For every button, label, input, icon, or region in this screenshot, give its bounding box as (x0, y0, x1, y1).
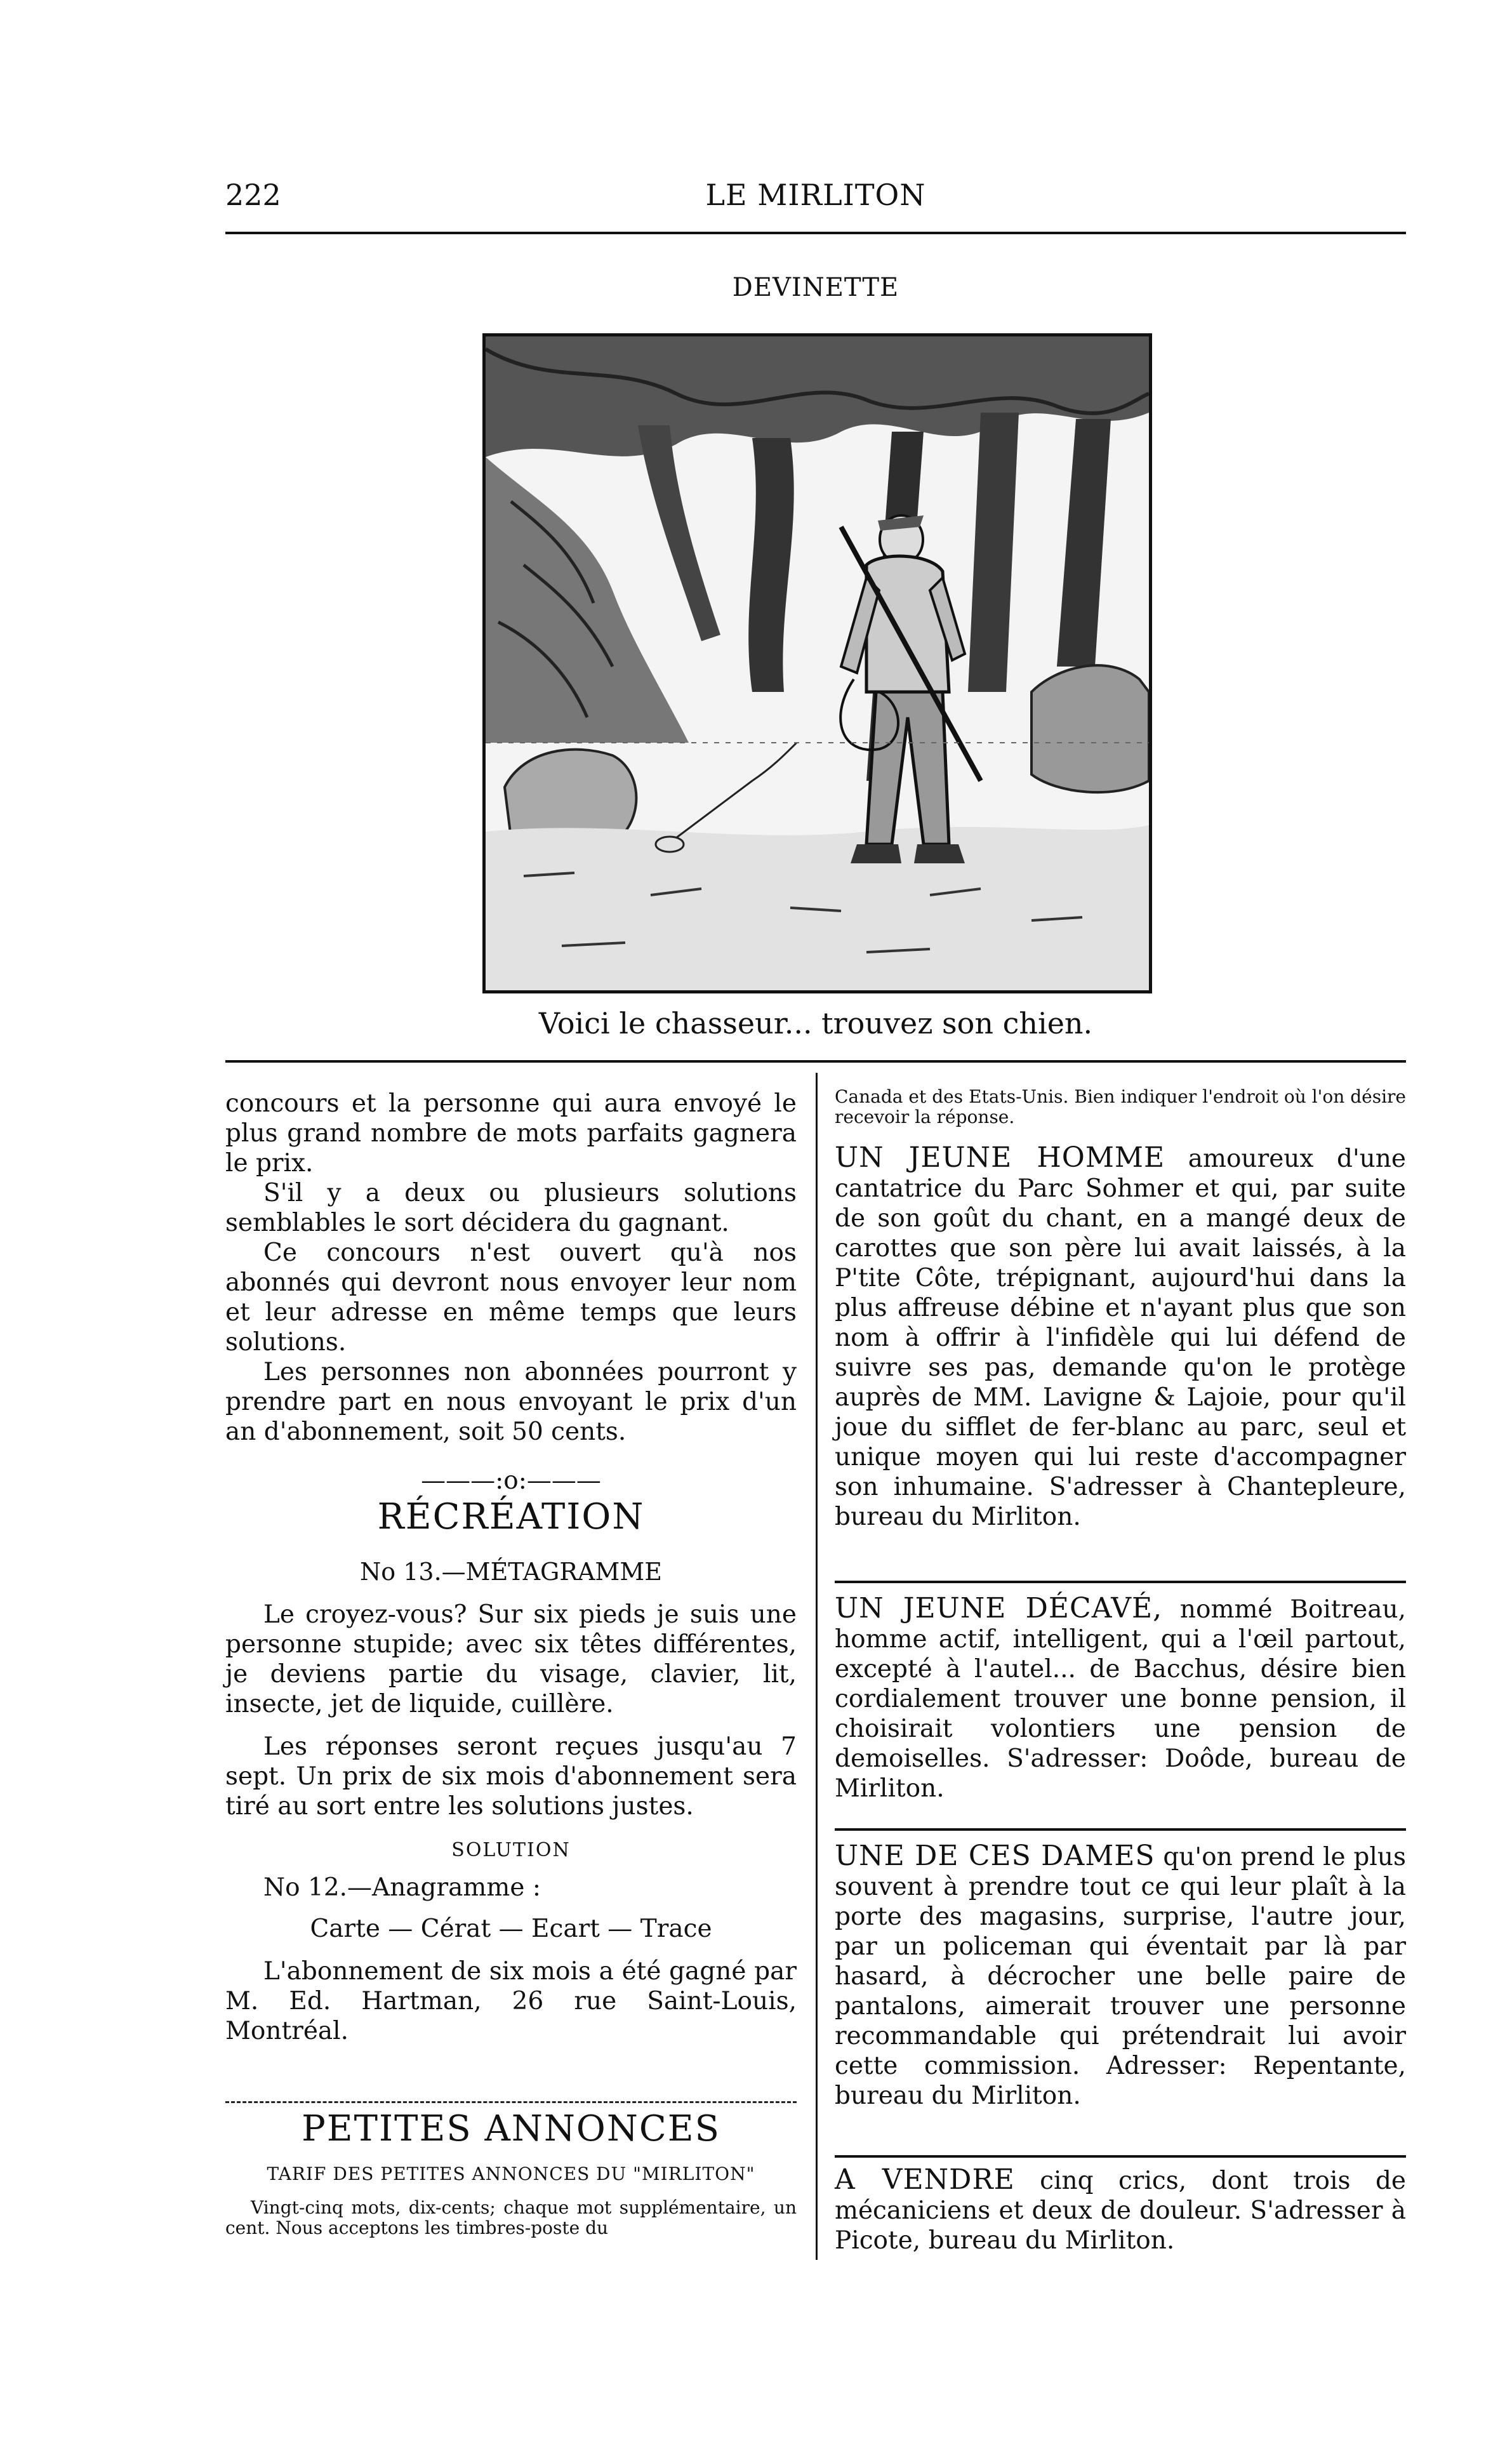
forest-engraving (486, 336, 1149, 990)
solution-heading: SOLUTION (451, 1839, 571, 1861)
metagramme-rules: Les réponses seront reçues jusqu'au 7 sept. Un prix de six mois d'abonnement sera tiré au sort entre les solutions justes. (225, 1732, 797, 1821)
ad-body: nommé Boitreau, homme actif, intelligent, qui a l'œil partout, excepté à l'autel... de Bacchus, désire bien cordialement trouver une bonne pension, il choisirait volontiers une pension de demoiselles. S'adresser: Doôde, bureau de Mirliton. (835, 1595, 1406, 1803)
ad-body: qu'on prend le plus souvent à prendre tout ce qui leur plaît à la porte des magasins, surprise, l'autre jour, par un policeman qui éventait par là par hasard, à décrocher une belle paire de pantalons, aimerait trouver une personne recommandable qui prétendrait lui avoir cette commission. Adresser: Repentante, bureau du Mirliton. (835, 1843, 1406, 2110)
ad-separator (835, 2155, 1406, 2158)
ad-lead: UN JEUNE DÉCAVÉ, (835, 1592, 1163, 1624)
illustration-caption: Voici le chasseur... trouvez son chien. (538, 1006, 1093, 1040)
contest-paragraph: Les personnes non abonnées pourront y prendre part en nous envoyant le prix d'un an d'abonnement, soit 50 cents. (225, 1358, 797, 1446)
ad-body: cinq crics, dont trois de mécaniciens et deux de douleur. S'adresser à Picote, bureau du Mirliton. (835, 2167, 1406, 2255)
journal-title: LE MIRLITON (705, 178, 926, 212)
hunter-illustration (482, 333, 1152, 993)
contest-paragraph: S'il y a deux ou plusieurs solutions semblables le sort décidera du gagnant. (225, 1179, 797, 1237)
right-column (835, 1087, 1406, 1127)
solution-answer: Carte — Cérat — Ecart — Trace (310, 1915, 712, 1943)
ad-separator (835, 1581, 1406, 1583)
tarif-body: Vingt-cinq mots, dix-cents; chaque mot supplémentaire, un cent. Nous acceptons les timbres-poste du (225, 2197, 797, 2238)
announcements-block (225, 2108, 797, 2238)
solution-line: No 12.—Anagramme : (263, 1873, 541, 1902)
contest-paragraph: concours et la personne qui aura envoyé le plus grand nombre de mots parfaits gagnera le prix. (225, 1089, 797, 1178)
page-header (225, 171, 1406, 222)
winner-notice: L'abonnement de six mois a été gagné par M. Ed. Hartman, 26 rue Saint-Louis, Montréal. (225, 1957, 797, 2045)
tarif-continuation: Canada et des Etats-Unis. Bien indiquer l'endroit où l'on désire recevoir la réponse. (835, 1086, 1406, 1127)
section-separator: ———:o:——— (421, 1466, 601, 1495)
ad-separator (835, 1828, 1406, 1831)
recreation-heading: RÉCRÉATION (377, 1496, 645, 1537)
ad-text (835, 2165, 1406, 2255)
ad-text (835, 1841, 1406, 2111)
classified-ad (835, 1143, 1406, 1532)
page-number: 222 (225, 178, 281, 212)
left-column (225, 1089, 797, 2046)
puzzle-title: DEVINETTE (732, 273, 899, 302)
ad-text (835, 1593, 1406, 1803)
ad-body: amoureux d'une cantatrice du Parc Sohmer et qui, par suite de son goût du chant, en a mangé deux de carottes que son père lui avait laissés, à la P'tite Côte, trépignant, aujourd'hui dans la plus affreuse débine et n'ayant plus que son nom à offrir à l'infidèle qui lui défend de suivre ses pas, demande qu'on le protège auprès de MM. Lavigne & Lajoie, pour qu'il joue du sifflet de fer-blanc au parc, seul et unique moyen qui lui reste d'accompagner son inhumaine. S'adresser à Chantepleure, bureau du Mirliton. (835, 1145, 1406, 1531)
ad-lead: UNE DE CES DAMES (835, 1840, 1155, 1872)
metagramme-heading: No 13.—MÉTAGRAMME (360, 1558, 662, 1586)
announcements-rule (225, 2101, 797, 2103)
caption-rule (225, 1060, 1406, 1063)
classified-ad (835, 1593, 1406, 1803)
tarif-heading: TARIF DES PETITES ANNONCES DU "MIRLITON" (267, 2163, 755, 2184)
classified-ad (835, 2165, 1406, 2255)
header-rule (225, 232, 1406, 234)
metagramme-riddle: Le croyez-vous? Sur six pieds je suis une personne stupide; avec six têtes différentes, je deviens partie du visage, clavier, lit, insecte, jet de liquide, cuillère. (225, 1600, 797, 1718)
column-divider (816, 1073, 818, 2260)
announcements-heading: PETITES ANNONCES (302, 2108, 720, 2149)
ad-text (835, 1143, 1406, 1532)
classified-ad (835, 1841, 1406, 2111)
ad-lead: UN JEUNE HOMME (835, 1141, 1165, 1174)
contest-paragraph: Ce concours n'est ouvert qu'à nos abonnés qui devront nous envoyer leur nom et leur adresse en même temps que leurs solutions. (225, 1238, 797, 1357)
ad-lead: A VENDRE (835, 2163, 1015, 2196)
